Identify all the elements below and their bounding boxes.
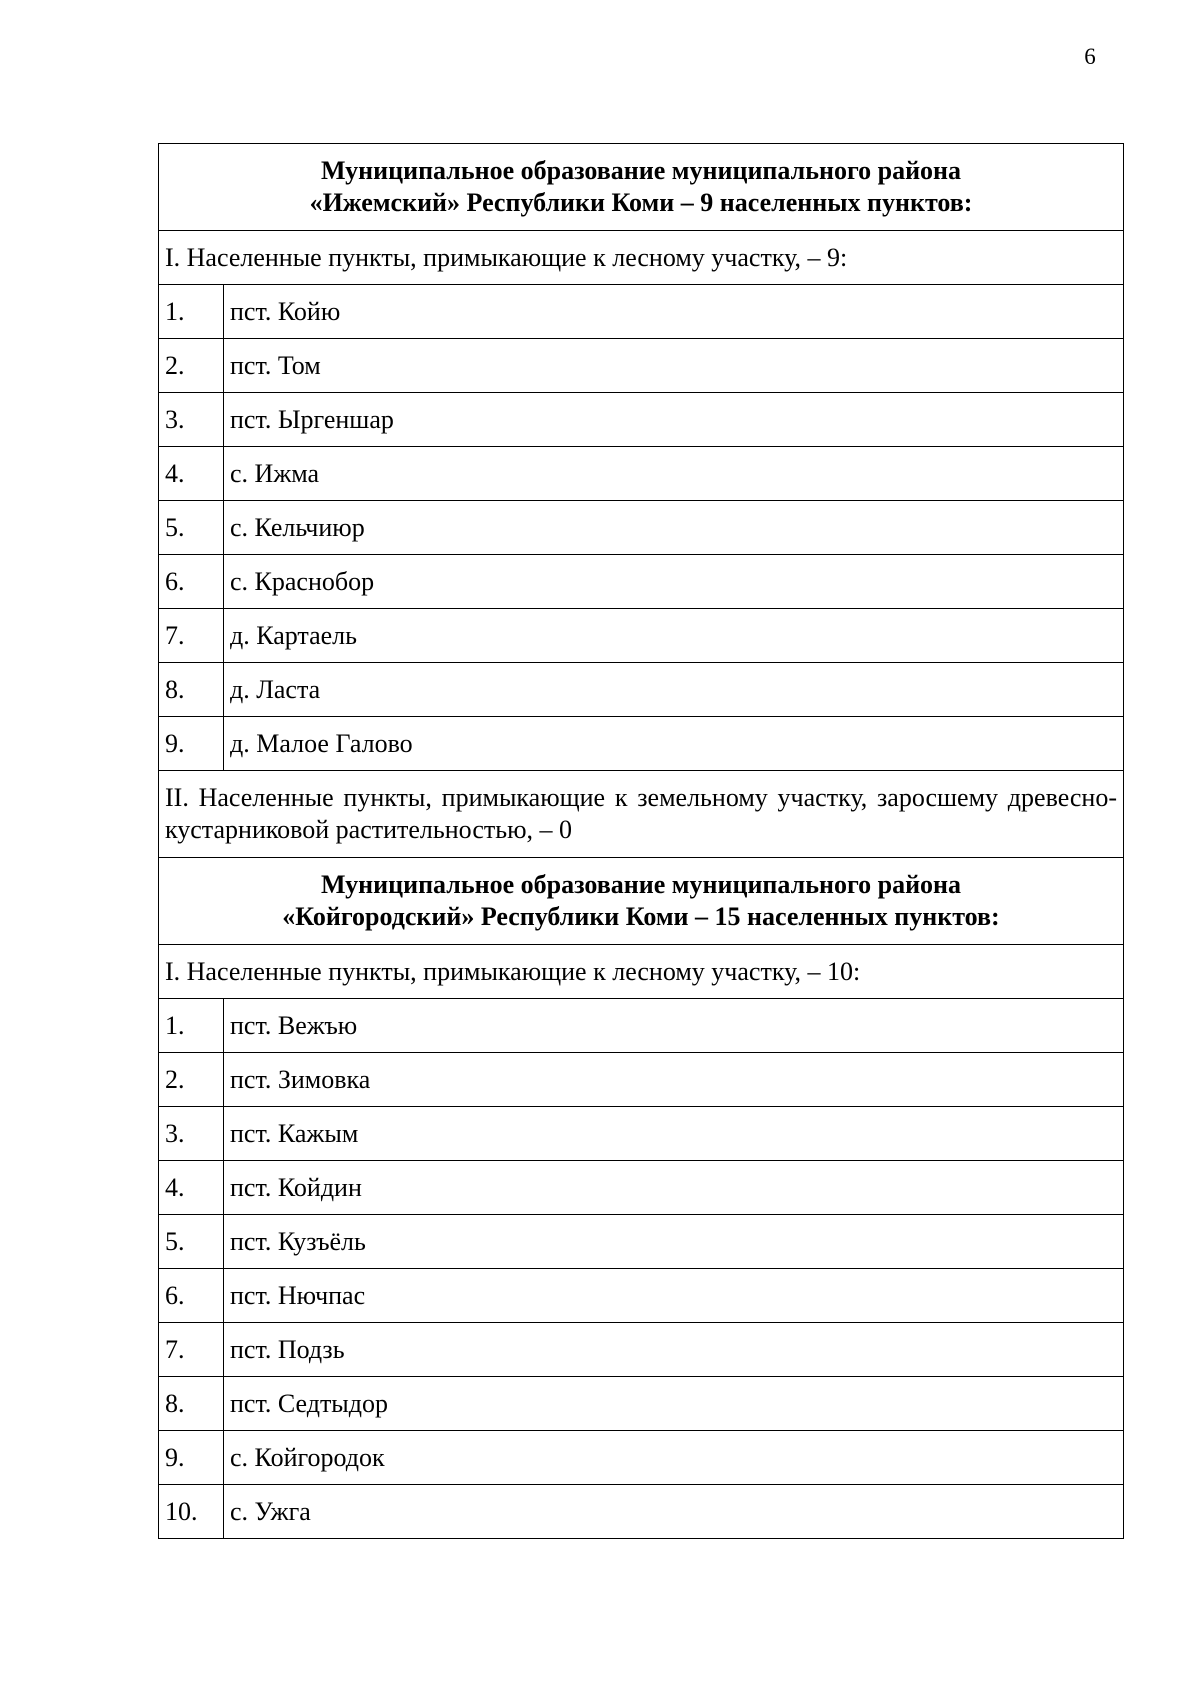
table-row: [159, 1431, 1124, 1485]
item-number: 8.: [159, 1377, 224, 1431]
item-number: 8.: [159, 663, 224, 717]
item-number: 2.: [159, 339, 224, 393]
settlements-table: [158, 143, 1124, 1539]
section-header: [159, 144, 1124, 231]
table-row: [159, 285, 1124, 339]
settlement-name: пст. Седтыдор: [224, 1377, 1124, 1431]
item-number: 1.: [159, 285, 224, 339]
item-number: 6.: [159, 555, 224, 609]
table-row: [159, 1215, 1124, 1269]
item-number: 3.: [159, 1107, 224, 1161]
forest-subtitle: I. Населенные пункты, примыкающие к лесному участку, – 10:: [159, 945, 1124, 999]
item-number: 5.: [159, 1215, 224, 1269]
table-row: [159, 1377, 1124, 1431]
section-header-line: «Койгородский» Республики Коми – 15 населенных пунктов:: [282, 902, 1000, 931]
section-header-row: [159, 858, 1124, 945]
table-row: [159, 447, 1124, 501]
item-number: 7.: [159, 1323, 224, 1377]
settlement-name: с. Ужга: [224, 1485, 1124, 1539]
item-number: 4.: [159, 1161, 224, 1215]
table-row: [159, 717, 1124, 771]
forest-subtitle: I. Населенные пункты, примыкающие к лесному участку, – 9:: [159, 231, 1124, 285]
item-number: 2.: [159, 1053, 224, 1107]
section-header-line: «Ижемский» Республики Коми – 9 населенных пунктов:: [309, 188, 973, 217]
section-header-line: Муниципальное образование муниципального района: [320, 156, 962, 185]
settlement-name: д. Ласта: [224, 663, 1124, 717]
item-number: 9.: [159, 717, 224, 771]
table-row: [159, 1053, 1124, 1107]
settlement-name: пст. Зимовка: [224, 1053, 1124, 1107]
section-header-line: Муниципальное образование муниципального района: [320, 870, 962, 899]
land-subtitle-row: [159, 771, 1124, 858]
table-row: [159, 663, 1124, 717]
table-row: [159, 393, 1124, 447]
item-number: 9.: [159, 1431, 224, 1485]
settlement-name: пст. Койдин: [224, 1161, 1124, 1215]
item-number: 4.: [159, 447, 224, 501]
settlement-name: пст. Подзь: [224, 1323, 1124, 1377]
table-row: [159, 501, 1124, 555]
item-number: 3.: [159, 393, 224, 447]
table-row: [159, 1485, 1124, 1539]
table-row: [159, 1269, 1124, 1323]
item-number: 6.: [159, 1269, 224, 1323]
land-subtitle: II. Населенные пункты, примыкающие к земельному участку, заросшему древесно-кустарниковой растительностью, – 0: [159, 771, 1124, 858]
table-row: [159, 1107, 1124, 1161]
table-row: [159, 1161, 1124, 1215]
settlement-name: с. Койгородок: [224, 1431, 1124, 1485]
settlement-name: пст. Нючпас: [224, 1269, 1124, 1323]
item-number: 5.: [159, 501, 224, 555]
settlements-table-body: [159, 144, 1124, 1539]
forest-subtitle-row: [159, 231, 1124, 285]
settlement-name: пст. Ыргеншар: [224, 393, 1124, 447]
section-header: [159, 858, 1124, 945]
item-number: 7.: [159, 609, 224, 663]
table-row: [159, 999, 1124, 1053]
table-row: [159, 1323, 1124, 1377]
item-number: 1.: [159, 999, 224, 1053]
settlement-name: пст. Койю: [224, 285, 1124, 339]
table-row: [159, 339, 1124, 393]
settlement-name: д. Картаель: [224, 609, 1124, 663]
page-number: 6: [1084, 44, 1096, 69]
settlement-name: пст. Кажым: [224, 1107, 1124, 1161]
settlement-name: д. Малое Галово: [224, 717, 1124, 771]
settlement-name: пст. Кузъёль: [224, 1215, 1124, 1269]
settlement-name: с. Краснобор: [224, 555, 1124, 609]
item-number: 10.: [159, 1485, 224, 1539]
settlement-name: пст. Том: [224, 339, 1124, 393]
settlement-name: с. Ижма: [224, 447, 1124, 501]
table-row: [159, 555, 1124, 609]
forest-subtitle-row: [159, 945, 1124, 999]
section-header-row: [159, 144, 1124, 231]
table-row: [159, 609, 1124, 663]
settlement-name: с. Кельчиюр: [224, 501, 1124, 555]
settlement-name: пст. Вежъю: [224, 999, 1124, 1053]
